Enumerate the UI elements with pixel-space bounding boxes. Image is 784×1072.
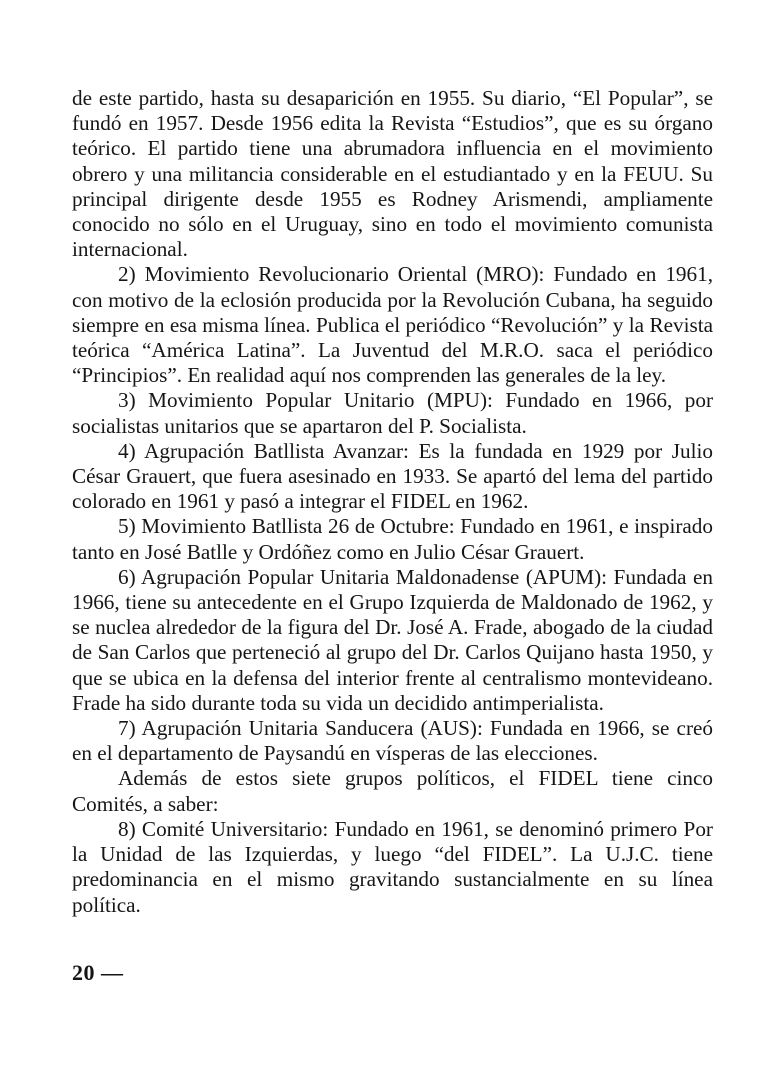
paragraph-continuation: de este partido, hasta su desaparición en 1955. Su diario, “El Popular”, se fundó en 1957. Desde 1956 edita la Revista “Estudios”, que es su órgano teórico. El partido tiene una abrumadora influencia en el movimiento obrero y una militancia considerable en el estudiantado y en la FEUU. Su principal dirigente desde 1955 es Rodney Arismendi, ampliamente conocido no sólo en el Uruguay, sino en todo el movimiento comunista internacional. <box>72 86 713 262</box>
paragraph-item-2-mro: 2) Movimiento Revolucionario Oriental (MRO): Fundado en 1961, con motivo de la eclosión producida por la Revolución Cubana, ha seguido siempre en esa misma línea. Publica el periódico “Revolución” y la Revista teórica “América Latina”. La Juventud del M.R.O. saca el periódico “Principios”. En realidad aquí nos comprenden las generales de la ley. <box>72 262 713 388</box>
paragraph-item-6-apum: 6) Agrupación Popular Unitaria Maldonadense (APUM): Fundada en 1966, tiene su antecedente en el Grupo Izquierda de Maldonado de 1962, y se nuclea alrededor de la figura del Dr. José A. Frade, abogado de la ciudad de San Carlos que perteneció al grupo del Dr. Carlos Quijano hasta 1950, y que se ubica en la defensa del interior frente al centralismo montevideano. Frade ha sido durante toda su vida un decidido antimperialista. <box>72 564 713 715</box>
page-number: 20 — <box>72 960 124 985</box>
paragraph-item-3-mpu: 3) Movimiento Popular Unitario (MPU): Fundado en 1966, por socialistas unitarios que se apartaron del P. Socialista. <box>72 388 713 438</box>
page-body <box>72 86 713 918</box>
paragraph-item-4-avanzar: 4) Agrupación Batllista Avanzar: Es la fundada en 1929 por Julio César Grauert, que fuera asesinado en 1933. Se apartó del lema del partido colorado en 1961 y pasó a integrar el FIDEL en 1962. <box>72 438 713 514</box>
paragraph-item-5-26-octubre: 5) Movimiento Batllista 26 de Octubre: Fundado en 1961, e inspirado tanto en José Batlle y Ordóñez como en Julio César Grauert. <box>72 514 713 564</box>
paragraph-item-8-comite-universitario: 8) Comité Universitario: Fundado en 1961, se denominó primero Por la Unidad de las Izquierdas, y luego “del FIDEL”. La U.J.C. tiene predominancia en el mismo gravitando sustancialmente en su línea política. <box>72 816 713 917</box>
paragraph-comites-intro: Además de estos siete grupos políticos, el FIDEL tiene cinco Comités, a saber: <box>72 766 713 816</box>
paragraph-item-7-aus: 7) Agrupación Unitaria Sanducera (AUS): Fundada en 1966, se creó en el departamento de Paysandú en vísperas de las elecciones. <box>72 716 713 766</box>
